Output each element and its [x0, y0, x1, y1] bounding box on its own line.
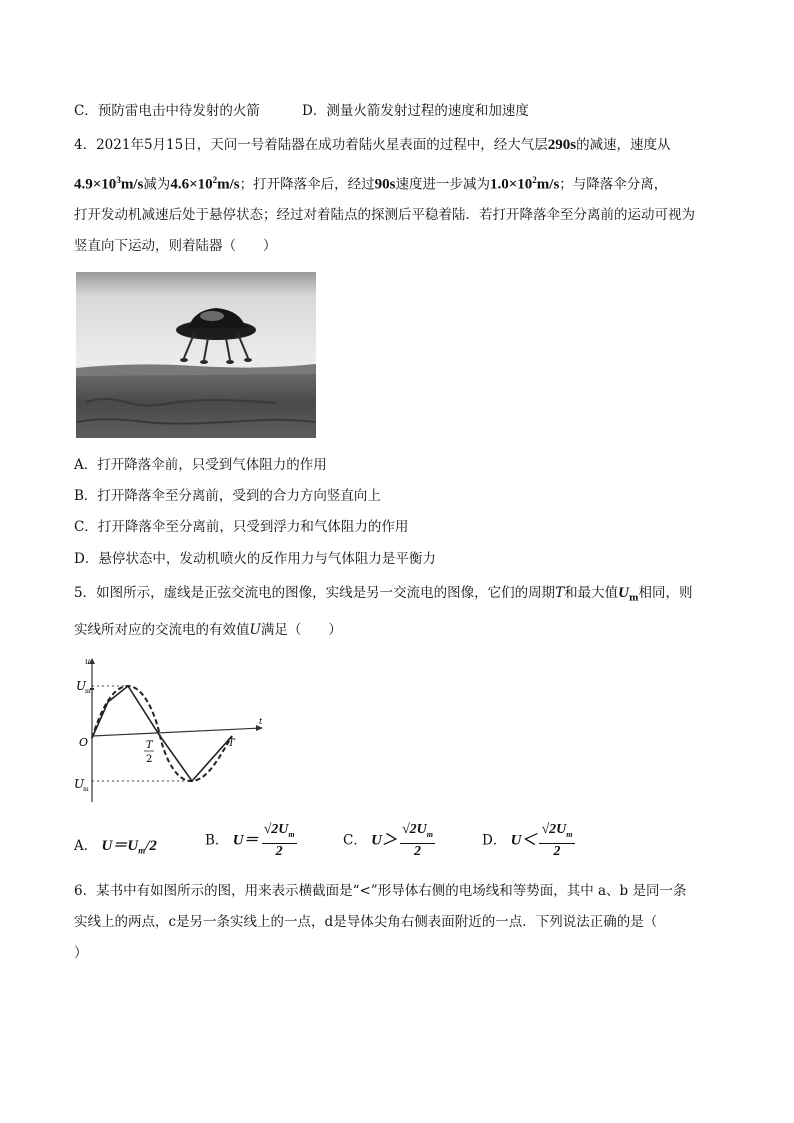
- axis-t-label: t: [259, 717, 263, 726]
- q4-stem-line-1: 4．2021年5月15日，天问一号着陆器在成功着陆火星表面的过程中，经大气层290s的减速，速度从: [74, 137, 671, 153]
- neg-um-label: U: [74, 777, 85, 791]
- q3-option-d: D．测量火箭发射过程的速度和加速度: [302, 103, 529, 119]
- lander-photo: [76, 272, 316, 438]
- neg-um-label-sub: m: [83, 786, 89, 793]
- q4-option-c: C．打开降落伞至分离前，只受到浮力和气体阻力的作用: [74, 519, 409, 535]
- half-period-label-top: T: [146, 740, 153, 751]
- axis-u-label: u: [85, 657, 91, 666]
- q5-stem-line-1: 5．如图所示，虚线是正弦交流电的图像，实线是另一交流电的图像，它们的周期T和最大值$U_m$相同，则: [74, 585, 693, 604]
- um-label-sub: m: [85, 688, 91, 695]
- triangle-wave-solid: [92, 686, 232, 781]
- t-axis: [92, 728, 262, 736]
- um-label: U: [76, 679, 87, 693]
- origin-label: O: [79, 736, 89, 749]
- q4-option-a: A．打开降落伞前，只受到气体阻力的作用: [74, 457, 327, 473]
- q5-option-a: A． $U=U_m/2$: [74, 838, 157, 856]
- q4-option-b: B．打开降落伞至分离前，受到的合力方向竖直向上: [74, 488, 381, 504]
- q5-option-d: D． U＜ $\frac{√2U_m}{2}$: [482, 822, 573, 859]
- q4-stem-line-3: 打开发动机减速后处于悬停状态；经过对着陆点的探测后平稳着陆．若打开降落伞至分离前的运动可视为: [74, 207, 695, 223]
- q5-stem-line-2: 实线所对应的交流电的有效值U满足（ ）: [74, 622, 342, 638]
- q5-option-b: B． U＝ $\frac{√2U_m}{2}$: [205, 822, 295, 859]
- q4-option-d: D．悬停状态中，发动机喷火的反作用力与气体阻力是平衡力: [74, 551, 436, 567]
- half-period-label-bottom: 2: [146, 754, 153, 765]
- q5-option-c: C． U＞ $\frac{√2U_m}{2}$: [343, 822, 434, 859]
- period-label: T: [228, 738, 235, 749]
- q6-stem-line-1: 6．某书中有如图所示的图，用来表示横截面是“<”形导体右侧的电场线和等势面，其中 a、b 是同一条: [74, 883, 687, 899]
- sine-wave-dashed: [92, 686, 232, 781]
- q4-stem-line-4: 竖直向下运动，则着陆器（ ）: [74, 238, 277, 254]
- q6-stem-line-2: 实线上的两点，c是另一条实线上的一点，d是导体尖角右侧表面附近的一点．下列说法正确的是（: [74, 914, 658, 930]
- ac-waveform-figure: [70, 656, 270, 808]
- q6-stem-line-3: ）: [74, 945, 88, 961]
- q4-stem-line-2: $4.9\times 10^3m/s$减为$4.6\times 10^2m/s$；打开降落伞后，经过90s速度进一步减为$1.0\times 10^2m/s$；与降落伞分离，: [74, 175, 668, 193]
- q3-option-c: C．预防雷电击中待发射的火箭: [74, 103, 260, 119]
